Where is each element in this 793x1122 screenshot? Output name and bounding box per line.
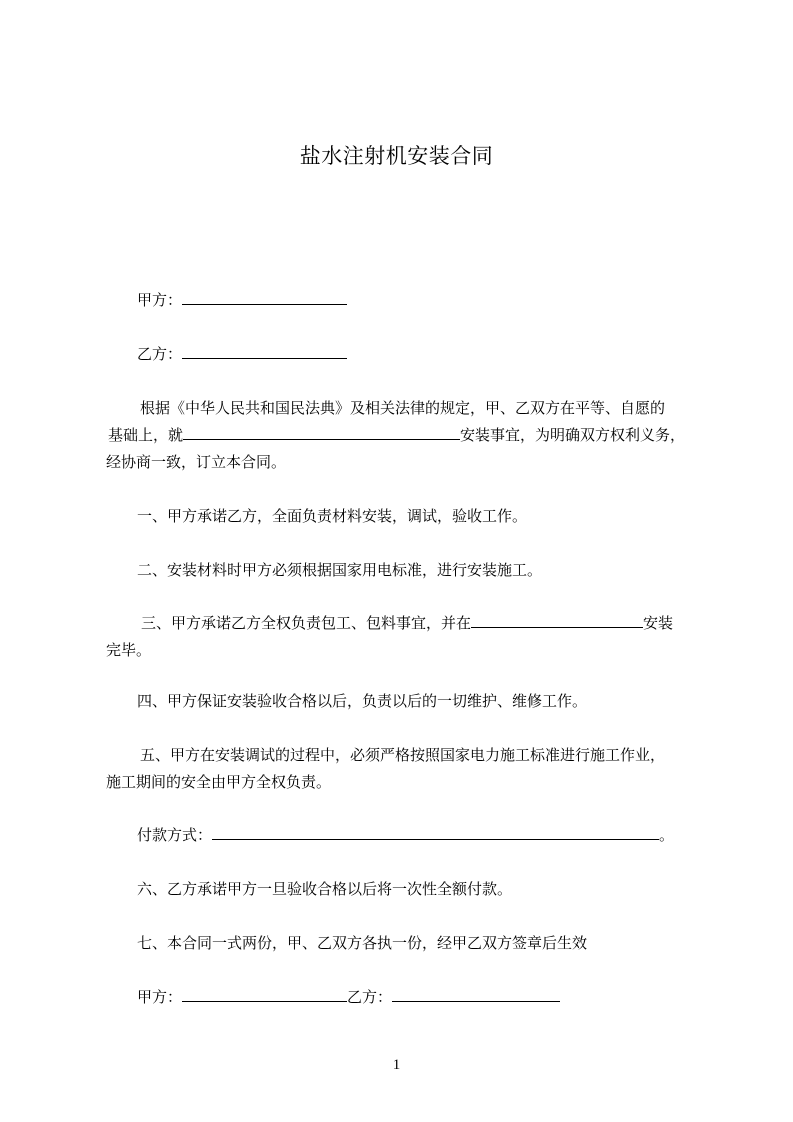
party-a-blank[interactable] bbox=[182, 290, 347, 305]
clause-4: 四、甲方保证安装验收合格以后，负责以后的一切维护、维修工作。 bbox=[137, 692, 588, 710]
clause-1: 一、甲方承诺乙方，全面负责材料安装，调试，验收工作。 bbox=[137, 507, 528, 525]
party-b-blank[interactable] bbox=[182, 344, 347, 359]
clause-3-suffix: 安装 bbox=[643, 614, 674, 632]
party-b-label: 乙方： bbox=[137, 345, 183, 363]
payment-method-blank[interactable] bbox=[212, 825, 659, 840]
signature-party-b-blank[interactable] bbox=[392, 987, 560, 1002]
party-a-line bbox=[137, 289, 347, 311]
preamble-line-3: 经协商一致，订立本合同。 bbox=[106, 453, 287, 471]
preamble-line-2 bbox=[108, 424, 685, 446]
page-number: 1 bbox=[392, 1057, 401, 1073]
document-title: 盐水注射机安装合同 bbox=[299, 144, 494, 168]
party-a-label: 甲方： bbox=[137, 291, 183, 309]
signature-line bbox=[137, 986, 560, 1008]
signature-party-a-label: 甲方： bbox=[137, 988, 183, 1006]
clause-7: 七、本合同一式两份，甲、乙双方各执一份，经甲乙双方签章后生效 bbox=[137, 934, 588, 952]
payment-end: 。 bbox=[659, 826, 675, 844]
clause-3-prefix: 三、甲方承诺乙方全权负责包工、包料事宜，并在 bbox=[141, 614, 472, 632]
preamble-line-2-suffix: 安装事宜，为明确双方权利义务， bbox=[460, 426, 686, 444]
clause-5-line-2: 施工期间的安全由甲方全权负责。 bbox=[106, 773, 332, 791]
payment-label: 付款方式： bbox=[137, 826, 213, 844]
clause-5-line-1: 五、甲方在安装调试的过程中，必须严格按照国家电力施工标准进行施工作业， bbox=[140, 746, 666, 764]
clause-6: 六、乙方承诺甲方一旦验收合格以后将一次性全额付款。 bbox=[137, 880, 513, 898]
clause-2: 二、安装材料时甲方必须根据国家用电标准，进行安装施工。 bbox=[137, 561, 543, 579]
project-name-blank[interactable] bbox=[183, 425, 460, 440]
clause-3-line-1 bbox=[141, 612, 673, 634]
signature-party-a-blank[interactable] bbox=[182, 987, 347, 1002]
party-b-line bbox=[137, 343, 347, 365]
signature-party-b-label: 乙方： bbox=[347, 988, 393, 1006]
clause-3-line-2: 完毕。 bbox=[106, 641, 152, 659]
preamble-line-2-prefix: 基础上，就 bbox=[108, 426, 184, 444]
completion-date-blank[interactable] bbox=[471, 613, 643, 628]
payment-line bbox=[137, 824, 674, 846]
preamble-line-1: 根据《中华人民共和国民法典》及相关法律的规定，甲、乙双方在平等、自愿的 bbox=[140, 399, 666, 417]
